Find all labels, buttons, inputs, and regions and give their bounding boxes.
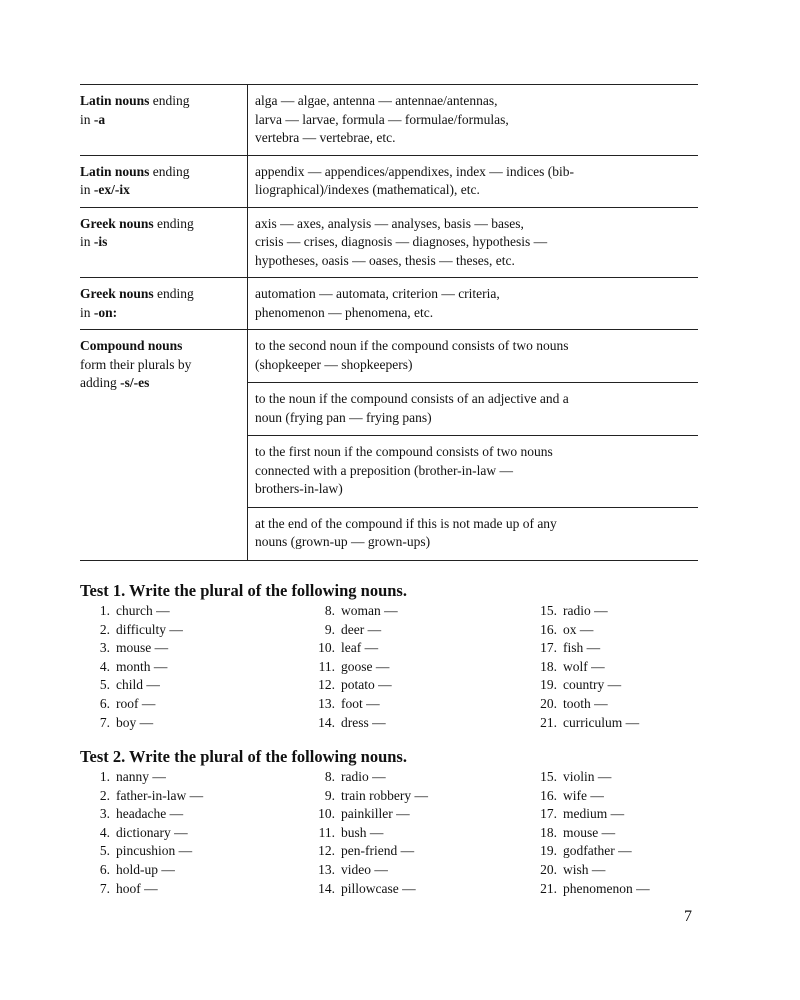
- exercise-word: fish —: [563, 640, 601, 656]
- exercise-word: wish —: [563, 861, 606, 877]
- exercise-number: 16.: [540, 787, 557, 803]
- test-1-column-1: [80, 602, 305, 732]
- exercise-word: violin —: [563, 769, 612, 784]
- exercise-item: [80, 676, 305, 695]
- exercise-number: 12.: [318, 843, 335, 859]
- exercise-item: [527, 805, 697, 824]
- exercise-number: 16.: [540, 621, 557, 637]
- exercise-word: dress —: [341, 714, 386, 730]
- exercise-word: goose —: [341, 658, 390, 674]
- exercise-number: 9.: [324, 621, 335, 637]
- exercise-number: 19.: [540, 843, 557, 859]
- exercise-number: 20.: [540, 695, 557, 711]
- exercise-item: [305, 695, 527, 714]
- exercise-number: 3.: [99, 640, 110, 656]
- exercise-item: [527, 824, 697, 843]
- exercise-word: pen-friend —: [341, 843, 415, 859]
- exercise-item: [305, 824, 527, 843]
- rule-row: [80, 207, 698, 278]
- exercise-number: 7.: [99, 714, 110, 730]
- exercise-item: [80, 639, 305, 658]
- exercise-word: difficulty —: [116, 621, 183, 637]
- exercise-item: [305, 621, 527, 640]
- exercise-word: medium —: [563, 806, 625, 822]
- exercise-word: wolf —: [563, 658, 605, 674]
- rule-ending: -is: [93, 234, 108, 249]
- exercise-number: 21.: [540, 880, 557, 896]
- rule-category-text: in: [80, 111, 94, 127]
- exercise-item: [305, 805, 527, 824]
- exercise-number: 4.: [99, 658, 110, 674]
- exercise-number: 1.: [99, 769, 110, 784]
- rule-row: [80, 85, 698, 156]
- exercise-word: wife —: [563, 787, 604, 803]
- exercise-item: [80, 805, 305, 824]
- exercise-item: [80, 842, 305, 861]
- rule-row: [80, 155, 698, 207]
- exercise-number: 9.: [324, 787, 335, 803]
- rule-category-bold: Latin nouns: [80, 93, 150, 108]
- rule-category-text: in: [80, 182, 94, 197]
- exercise-item: [305, 714, 527, 733]
- rule-ending: -ex/-ix: [93, 182, 130, 197]
- exercise-number: 8.: [324, 769, 335, 784]
- exercise-word: month —: [116, 658, 168, 674]
- exercise-item: [80, 880, 305, 899]
- exercise-item: [80, 621, 305, 640]
- exercise-number: 12.: [318, 677, 335, 693]
- exercise-number: 6.: [99, 695, 110, 711]
- rule-examples: appendix — appendices/appendixes, index — indices (bib- liographical)/indexes (mathematical), etc.: [255, 163, 575, 197]
- exercise-item: [527, 861, 697, 880]
- exercise-item: [305, 676, 527, 695]
- exercise-word: painkiller —: [341, 806, 410, 822]
- exercise-number: 2.: [99, 787, 110, 803]
- exercise-word: hold-up —: [116, 861, 175, 877]
- exercise-word: deer —: [341, 621, 382, 637]
- exercise-number: 11.: [318, 824, 335, 840]
- rule-category-text: in: [80, 234, 94, 249]
- exercise-word: radio —: [341, 769, 386, 784]
- exercise-word: radio —: [563, 603, 608, 618]
- test-1-column-3: [527, 602, 697, 732]
- exercise-item: [305, 842, 527, 861]
- exercise-word: potato —: [341, 677, 392, 693]
- exercise-number: 5.: [99, 677, 110, 693]
- exercise-word: country —: [563, 677, 622, 693]
- rule-category: [80, 85, 248, 156]
- rule-category-text: ending: [153, 215, 194, 231]
- exercise-word: woman —: [341, 603, 398, 618]
- rule-examples: alga — algae, antenna — antennae/antennas, larva — larvae, formula — formulae/formulas, vertebra — vertebrae, etc.: [255, 93, 509, 145]
- rule-category: [80, 207, 248, 278]
- rule-category-bold: Latin nouns: [80, 163, 150, 179]
- exercise-item: [305, 787, 527, 806]
- exercise-word: nanny —: [116, 769, 166, 784]
- exercise-item: [80, 658, 305, 677]
- exercise-item: [305, 880, 527, 899]
- exercise-number: 14.: [318, 714, 335, 730]
- exercise-word: mouse —: [563, 824, 616, 840]
- rule-ending: -s/-es: [120, 375, 150, 390]
- test-2-title: Test 2. Write the plural of the following nouns.: [80, 747, 407, 766]
- test-2-column-1: [80, 768, 305, 898]
- exercise-number: 13.: [318, 861, 335, 877]
- exercise-number: 11.: [318, 658, 335, 674]
- test-2-word-list: [80, 768, 700, 898]
- test-1-column-2: [305, 602, 527, 732]
- rule-category-text: ending: [149, 93, 190, 108]
- exercise-item: [527, 880, 697, 899]
- rule-subcase: to the first noun if the compound consists of two nouns connected with a preposition (brother-in-law — brothers-in-law): [248, 435, 698, 507]
- plural-rules-section: [80, 84, 698, 561]
- rule-subcase: at the end of the compound if this is not made up of any nouns (grown-up — grown-ups): [248, 507, 698, 560]
- exercise-word: leaf —: [341, 640, 379, 656]
- exercise-number: 18.: [540, 658, 557, 674]
- rule-category: [80, 278, 248, 330]
- page-number: 7: [684, 908, 692, 925]
- test-2: [80, 747, 700, 898]
- rule-subcase: to the noun if the compound consists of an adjective and a noun (frying pan — frying pans): [248, 382, 698, 435]
- rule-category: [80, 330, 248, 561]
- exercise-item: [527, 768, 697, 787]
- plural-rules-table: [80, 84, 698, 561]
- rule-examples: automation — automata, criterion — criteria, phenomenon — phenomena, etc.: [255, 286, 500, 320]
- exercise-item: [527, 714, 697, 733]
- exercise-number: 4.: [99, 824, 110, 840]
- exercise-number: 10.: [318, 806, 335, 822]
- exercise-word: video —: [341, 861, 388, 877]
- exercise-word: train robbery —: [341, 787, 428, 803]
- exercise-number: 2.: [99, 621, 110, 637]
- exercise-word: father-in-law —: [116, 787, 204, 803]
- rule-row: [80, 330, 698, 561]
- exercise-word: roof —: [116, 695, 156, 711]
- exercise-word: bush —: [341, 824, 384, 840]
- rule-category: [80, 155, 248, 207]
- exercise-item: [80, 787, 305, 806]
- exercise-item: [305, 658, 527, 677]
- exercise-number: 13.: [318, 695, 335, 711]
- exercise-number: 15.: [540, 769, 557, 784]
- test-1: [80, 581, 700, 732]
- rule-examples: axis — axes, analysis — analyses, basis — bases, crisis — crises, diagnosis — diagnoses, hypothesis — hypotheses, oasis — oases, thesis — theses, etc.: [255, 215, 548, 268]
- test-2-column-2: [305, 768, 527, 898]
- exercise-word: phenomenon —: [563, 880, 650, 896]
- exercise-number: 21.: [540, 714, 557, 730]
- exercise-item: [80, 602, 305, 621]
- exercise-item: [80, 768, 305, 787]
- exercise-item: [80, 695, 305, 714]
- exercise-number: 5.: [99, 843, 110, 859]
- exercise-item: [80, 714, 305, 733]
- exercise-number: 15.: [540, 603, 557, 618]
- exercise-number: 7.: [99, 880, 110, 896]
- exercise-item: [305, 768, 527, 787]
- exercise-item: [527, 639, 697, 658]
- exercise-item: [527, 621, 697, 640]
- test-2-column-3: [527, 768, 697, 898]
- exercise-item: [527, 658, 697, 677]
- exercise-word: ox —: [563, 621, 594, 637]
- exercise-word: mouse —: [116, 640, 169, 656]
- exercise-word: tooth —: [563, 695, 608, 711]
- exercise-word: dictionary —: [116, 824, 188, 840]
- exercise-number: 3.: [99, 806, 110, 822]
- rule-ending: -a: [93, 111, 106, 127]
- exercise-item: [527, 602, 697, 621]
- exercise-word: church —: [116, 603, 170, 618]
- rule-category-text: ending: [149, 163, 190, 179]
- exercise-word: godfather —: [563, 843, 632, 859]
- exercise-number: 1.: [99, 603, 110, 618]
- rule-ending: -on:: [93, 304, 118, 320]
- exercise-item: [305, 602, 527, 621]
- exercise-word: hoof —: [116, 880, 158, 896]
- exercise-number: 17.: [540, 640, 557, 656]
- rule-category-text: ending: [153, 286, 194, 301]
- exercise-number: 10.: [318, 640, 335, 656]
- exercise-word: foot —: [341, 695, 380, 711]
- exercise-item: [305, 639, 527, 658]
- exercise-word: headache —: [116, 806, 184, 822]
- rule-category-bold: Greek nouns: [80, 286, 154, 301]
- exercise-number: 8.: [324, 603, 335, 618]
- rule-category-text: form their plurals by adding: [80, 356, 192, 390]
- exercise-number: 20.: [540, 861, 557, 877]
- rule-subcase: to the second noun if the compound consists of two nouns (shopkeeper — shopkeepers): [255, 338, 569, 372]
- exercise-number: 19.: [540, 677, 557, 693]
- exercise-item: [527, 676, 697, 695]
- exercise-word: curriculum —: [563, 714, 640, 730]
- rule-category-bold: Greek nouns: [80, 215, 154, 231]
- exercise-item: [305, 861, 527, 880]
- test-1-word-list: [80, 602, 700, 732]
- exercise-item: [527, 842, 697, 861]
- exercise-item: [80, 824, 305, 843]
- rule-row: [80, 278, 698, 330]
- exercise-word: child —: [116, 677, 160, 693]
- rule-examples: [248, 330, 699, 561]
- exercise-number: 18.: [540, 824, 557, 840]
- exercise-number: 14.: [318, 880, 335, 896]
- exercise-word: boy —: [116, 714, 154, 730]
- exercise-word: pillowcase —: [341, 880, 416, 896]
- rule-category-bold: Compound nouns: [80, 338, 183, 353]
- exercise-item: [527, 787, 697, 806]
- exercise-word: pincushion —: [116, 843, 193, 859]
- test-1-title: Test 1. Write the plural of the following nouns.: [80, 581, 407, 600]
- exercise-item: [527, 695, 697, 714]
- rule-category-text: in: [80, 304, 94, 320]
- exercise-number: 17.: [540, 806, 557, 822]
- exercise-item: [80, 861, 305, 880]
- exercise-number: 6.: [99, 861, 110, 877]
